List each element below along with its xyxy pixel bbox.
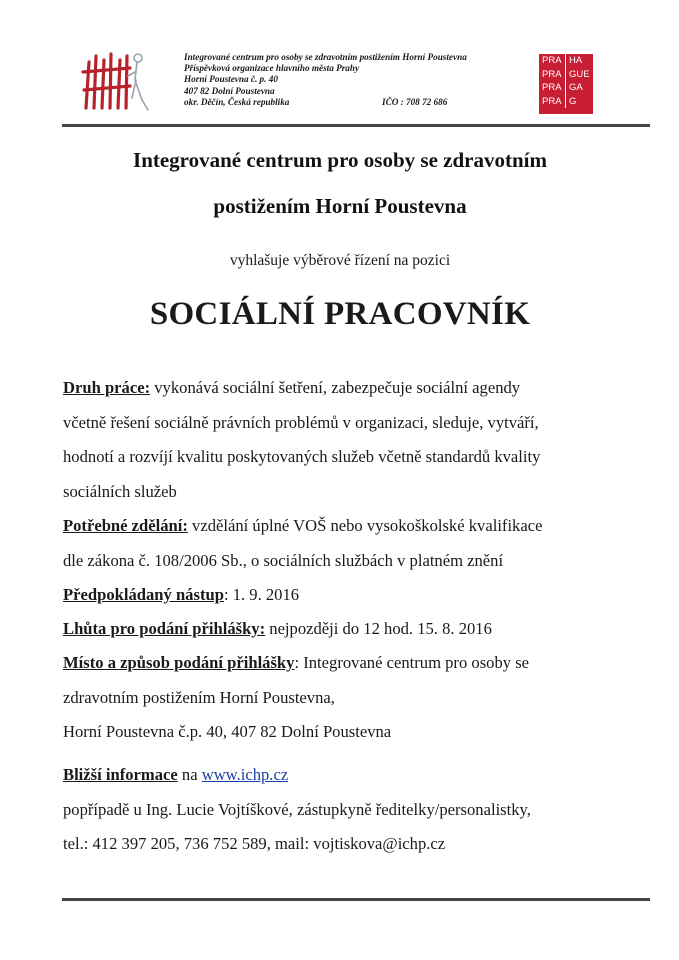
job-description-text: vykonává sociální šetření, zabezpečuje sociální agendy (150, 378, 521, 397)
section-more-info (63, 758, 653, 862)
district-row (184, 97, 524, 108)
postal-line: 407 82 Dolní Poustevna (184, 85, 275, 96)
letterhead (0, 0, 679, 130)
praha-logo (539, 54, 593, 114)
more-info-label: Bližší informace (63, 765, 178, 784)
ico-number: IČO : 708 72 686 (382, 96, 448, 107)
praha-logo-left: PRA (542, 68, 566, 82)
text-line: sociálních služeb (63, 481, 177, 501)
section-submission (63, 646, 653, 750)
district-line: okr. Děčín, Česká republika (184, 96, 290, 107)
text-line: Horní Poustevna č.p. 40, 407 82 Dolní Poustevna (63, 722, 392, 741)
praha-logo-row (539, 54, 593, 68)
praha-logo-row (539, 95, 593, 109)
submission-text: : Integrované centrum pro osoby se (294, 653, 530, 672)
praha-logo-right: HA (569, 55, 583, 66)
deadline-value: nejpozději do 12 hod. 15. 8. 2016 (265, 619, 492, 638)
text-line (63, 758, 653, 793)
start-date-label: Předpokládaný nástup (63, 585, 224, 604)
announcement: vyhlašuje výběrové řízení na pozici (229, 252, 451, 269)
section-education (63, 509, 653, 578)
section-job-description (63, 371, 653, 509)
praha-logo-right: G (569, 95, 577, 107)
submission-label: Místo a způsob podání přihlášky (63, 653, 295, 672)
position-title: SOCIÁLNÍ PRACOVNÍK (149, 296, 531, 332)
text-line (63, 371, 653, 406)
deadline-label: Lhůta pro podání přihlášky: (63, 619, 266, 638)
education-text: vzdělání úplné VOŠ nebo vysokoškolské kvalifikace (187, 516, 543, 535)
praha-logo-row (539, 81, 593, 95)
text-line: tel.: 412 397 205, 736 752 589, mail: vojtiskova@ichp.cz (63, 834, 446, 853)
praha-logo-right: GA (569, 82, 583, 93)
text-line (63, 612, 653, 647)
text-line: popřípadě u Ing. Lucie Vojtíškové, zástupkyně ředitelky/personalistky, (63, 799, 531, 819)
education-label: Potřebné zdělání: (63, 516, 188, 535)
praha-logo-left: PRA (542, 81, 566, 95)
footer-divider (62, 898, 650, 901)
website-link[interactable]: www.ichp.cz (201, 765, 289, 784)
praha-logo-right: GUE (569, 68, 590, 80)
org-name-line: Integrované centrum pro osoby se zdravotním postižením Horní Poustevna (184, 52, 467, 62)
fence-figure-logo (80, 48, 154, 114)
text-line: hodnotí a rozvíjí kvalitu poskytovaných služeb včetně standardů kvality (63, 447, 541, 466)
header-divider (62, 124, 650, 127)
job-description-label: Druh práce: (63, 378, 151, 397)
section-deadline (63, 612, 653, 647)
text-line: dle zákona č. 108/2006 Sb., o sociálních službách v platném znění (63, 550, 504, 570)
more-info-na: na (177, 765, 202, 784)
text-line (63, 646, 653, 681)
org-type-line: Příspěvková organizace hlavního města Prahy (184, 63, 360, 74)
section-start-date (63, 578, 653, 613)
text-line (63, 578, 653, 613)
start-date-value: : 1. 9. 2016 (223, 585, 300, 604)
praha-logo-left: PRA (542, 54, 566, 68)
document-title-line-1: Integrované centrum pro osoby se zdravotním (133, 148, 547, 172)
document-title-line-2: postižením Horní Poustevna (213, 194, 467, 218)
praha-logo-left: PRA (542, 95, 566, 109)
praha-logo-row (539, 68, 593, 82)
organization-address (184, 52, 524, 108)
address-line: Horní Poustevna č. p. 40 (184, 74, 278, 85)
text-line: zdravotním postižením Horní Poustevna, (63, 687, 335, 707)
text-line: včetně řešení sociálně právních problémů v organizaci, sleduje, vytváří, (63, 412, 539, 432)
text-line (63, 509, 653, 544)
